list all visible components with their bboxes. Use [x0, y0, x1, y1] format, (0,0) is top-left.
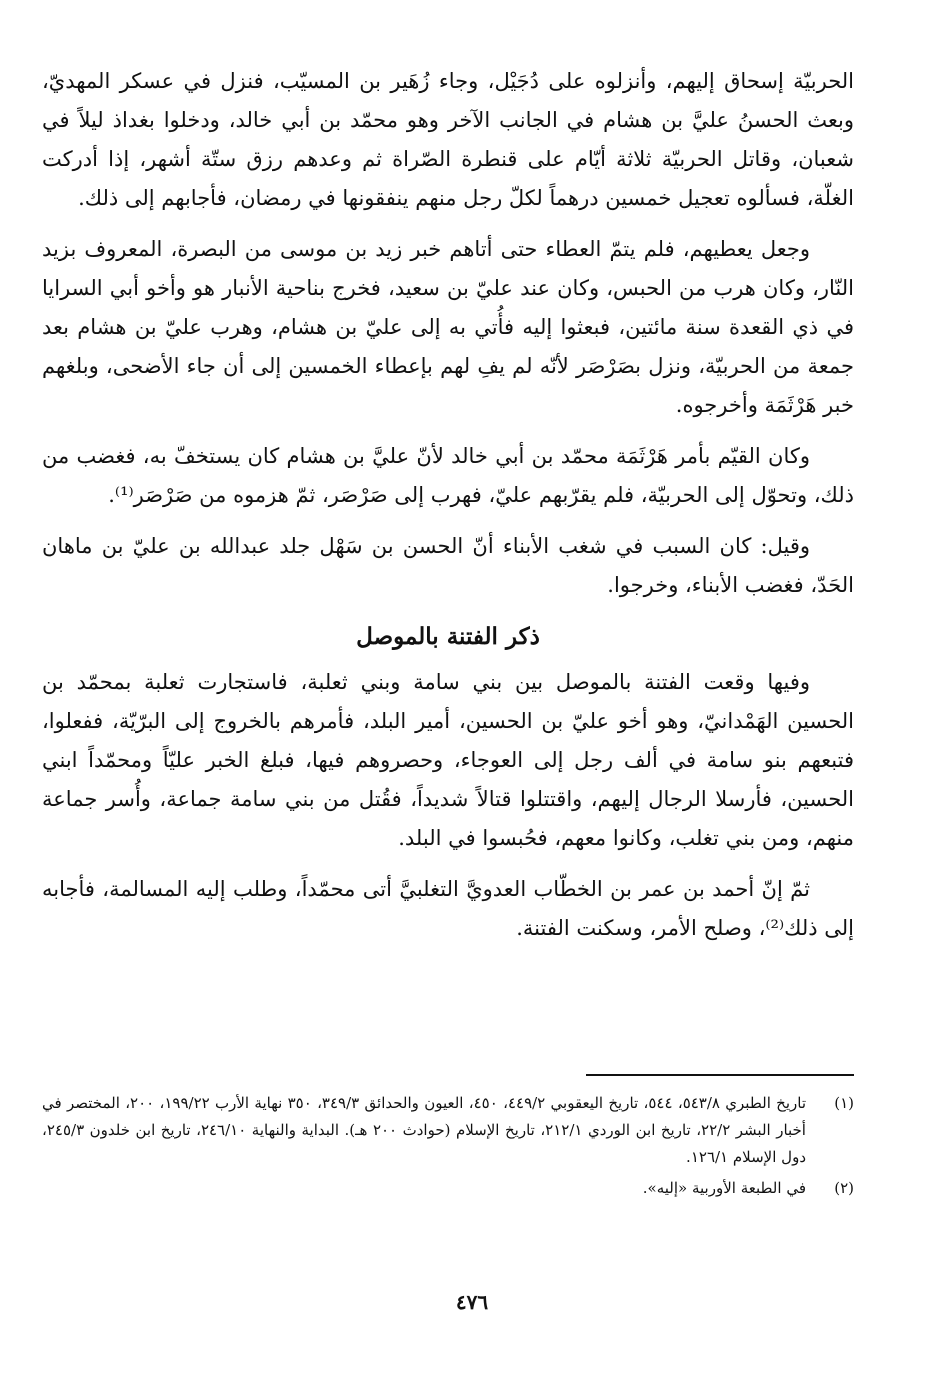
footnotes	[42, 1090, 854, 1206]
paragraph: وقيل: كان السبب في شغب الأبناء أنّ الحسن بن سَهْل جلد عبدالله بن عليّ بن ماهان الحَدّ، فغضب الأبناء، وخرجوا.	[42, 534, 854, 597]
paragraph: وكان القيّم بأمر هَرْثَمَة محمّد بن أبي خالد لأنّ عليَّ بن هشام كان يستخفّ به، فغضب من ذلك، وتحوّل إلى الحربيّة، فلم يقرّبهم عليّ، فهرب إلى صَرْصَر، ثمّ هزموه من صَرْصَر⁽¹⁾.	[42, 444, 854, 507]
footnote-number: (٢)	[834, 1179, 854, 1197]
footnote-number: (١)	[834, 1094, 854, 1112]
paragraph: ثمّ إنّ أحمد بن عمر بن الخطّاب العدويَّ التغلبيَّ أتى محمّداً، وطلب إليه المسالمة، فأجابه إلى ذلك⁽²⁾، وصلح الأمر، وسكنت الفتنة.	[42, 877, 854, 940]
footnote	[42, 1175, 854, 1202]
section-heading: ذكر الفتنة بالموصل	[356, 623, 540, 650]
footnote	[42, 1090, 854, 1171]
paragraph: وفيها وقعت الفتنة بالموصل بين بني سامة وبني ثعلبة، فاستجارت ثعلبة بمحمّد بن الحسين الهَمْدانيّ، وهو أخو عليّ بن الحسين، أمير البلد، فأمرهم بالخروج إلى البرّيّة، ففعلوا، فتبعهم بنو سامة في ألف رجل إلى العوجاء، وحصروهم فيها، فبلغ الخبر عليّاً ومحمّداً ابني الحسين، فأرسلا الرجال إليهم، واقتتلوا قتالاً شديداً، فقُتل من بني سامة جماعة، وأُسر جماعة منهم، ومن بني تغلب، وكانوا معهم، فحُبسوا في البلد.	[42, 670, 854, 850]
footnote-text: في الطبعة الأوربية «إليه».	[642, 1179, 806, 1197]
footnote-text: تاريخ الطبري ٥٤٣/٨، ٥٤٤، تاريخ اليعقوبي ٤٤٩/٢، ٤٥٠، العيون والحدائق ٣٤٩/٣، ٣٥٠ نهاية الأرب ١٩٩/٢٢، ٢٠٠، المختصر في أخبار البشر ٢٢/٢، تاريخ ابن الوردي ٢١٢/١، تاريخ الإسلام (حوادث ٢٠٠ هـ). البداية والنهاية ٢٤٦/١٠، تاريخ ابن خلدون ٢٤٥/٣، دول الإسلام ١٢٦/١.	[42, 1094, 807, 1166]
paragraph: الحربيّة إسحاق إليهم، وأنزلوه على دُجَيْل، وجاء زُهَير بن المسيّب، فنزل في عسكر المهديّ، وبعث الحسنُ عليَّ بن هشام في الجانب الآخر وهو محمّد بن أبي خالد، ودخلوا بغداذ ليلاً في شعبان، وقاتل الحربيّة ثلاثة أيّام على قنطرة الصّراة ثم وعدهم رزق ستّة أشهر، إذا أدركت الغلّة، فسألوه تعجيل خمسين درهماً لكلّ رجل منهم ينفقونها في رمضان، فأجابهم إلى ذلك.	[42, 69, 854, 210]
paragraph: وجعل يعطيهم، فلم يتمّ العطاء حتى أتاهم خبر زيد بن موسى من البصرة، المعروف بزيد النّار، وكان هرب من الحبس، وكان عند عليّ بن سعيد، فخرج بناحية الأنبار هو وأخو أبي السرايا في ذي القعدة سنة مائتين، فبعثوا إليه فأُتي به إلى عليّ بن هشام، وهرب عليّ بن هشام بعد جمعة من الحربيّة، ونزل بصَرْصَر لأنّه لم يفِ لهم بإعطاء الخمسين إلى أن جاء الأضحى، وبلغهم خبر هَرْثَمَة وأخرجوه.	[42, 237, 854, 417]
footnote-divider	[586, 1074, 854, 1076]
page-body	[42, 62, 854, 960]
page-number: ٤٧٦	[455, 1290, 489, 1314]
